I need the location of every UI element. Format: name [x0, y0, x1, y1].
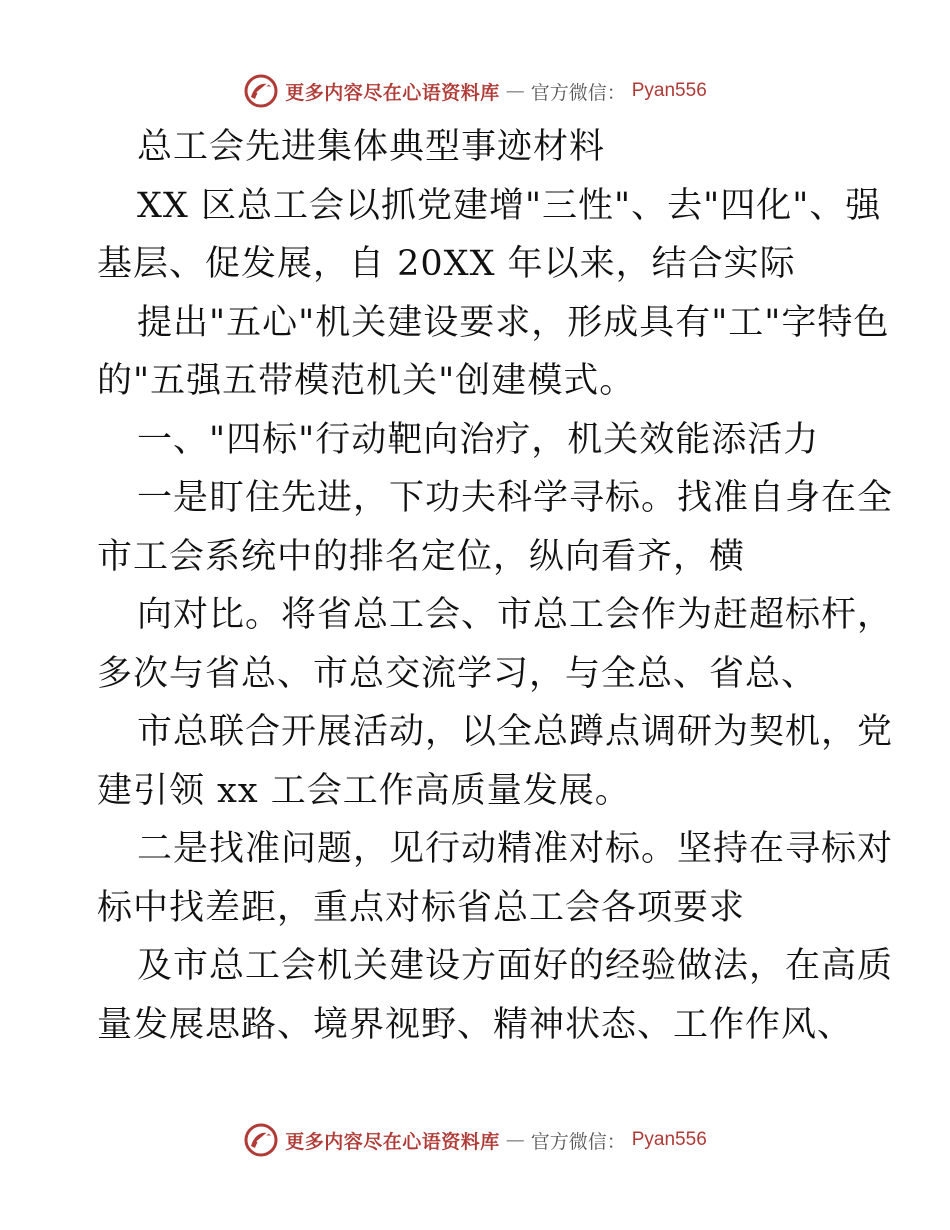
document-title: 总工会先进集体典型事迹材料: [137, 127, 606, 167]
paragraph-line: 市总联合开展活动，以全总蹲点调研为契机，党: [137, 712, 894, 752]
brand-logo-icon: [243, 1122, 279, 1158]
paragraph-line: 建引领 xx 工会工作高质量发展。: [97, 771, 631, 811]
paragraph-line: 二是找准问题，见行动精准对标。坚持在寻标对: [137, 829, 894, 869]
paragraph-line: 的"五强五带模范机关"创建模式。: [97, 361, 636, 401]
paragraph-line: 多次与省总、市总交流学习，与全总、省总、: [97, 654, 818, 694]
section-heading: 一、"四标"行动靶向治疗，机关效能添活力: [137, 420, 820, 460]
paragraph-line: 一是盯住先进，下功夫科学寻标。找准自身在全: [137, 478, 894, 518]
paragraph-line: 向对比。将省总工会、市总工会作为赶超标杆，: [137, 595, 894, 635]
paragraph-line: 提出"五心"机关建设要求，形成具有"工"字特色: [137, 303, 890, 343]
watermark-wechat-id: Pyan556: [631, 1129, 707, 1150]
paragraph-line: 标中找差距，重点对标省总工会各项要求: [97, 888, 746, 928]
paragraph-line: 及市总工会机关建设方面好的经验做法，在高质: [137, 946, 894, 986]
watermark-site-text: 更多内容尽在心语资料库: [285, 1130, 500, 1153]
watermark-separator: —: [505, 1129, 525, 1151]
header-watermark: [0, 71, 950, 111]
paragraph-line: 市工会系统中的排名定位，纵向看齐，横: [97, 537, 746, 577]
paragraph-line: 基层、促发展，自 20XX 年以来，结合实际: [97, 244, 796, 284]
footer-watermark: [0, 1120, 950, 1160]
watermark-label: 官方微信：: [530, 81, 626, 104]
watermark-wechat-id: Pyan556: [631, 80, 707, 101]
brand-logo-icon: [243, 73, 279, 109]
watermark-site-text: 更多内容尽在心语资料库: [285, 81, 500, 104]
paragraph-line: XX 区总工会以抓党建增"三性"、去"四化"、强: [137, 186, 882, 226]
paragraph-line: 量发展思路、境界视野、精神状态、工作作风、: [97, 1005, 854, 1045]
watermark-separator: —: [505, 80, 525, 102]
watermark-label: 官方微信：: [530, 1130, 626, 1153]
